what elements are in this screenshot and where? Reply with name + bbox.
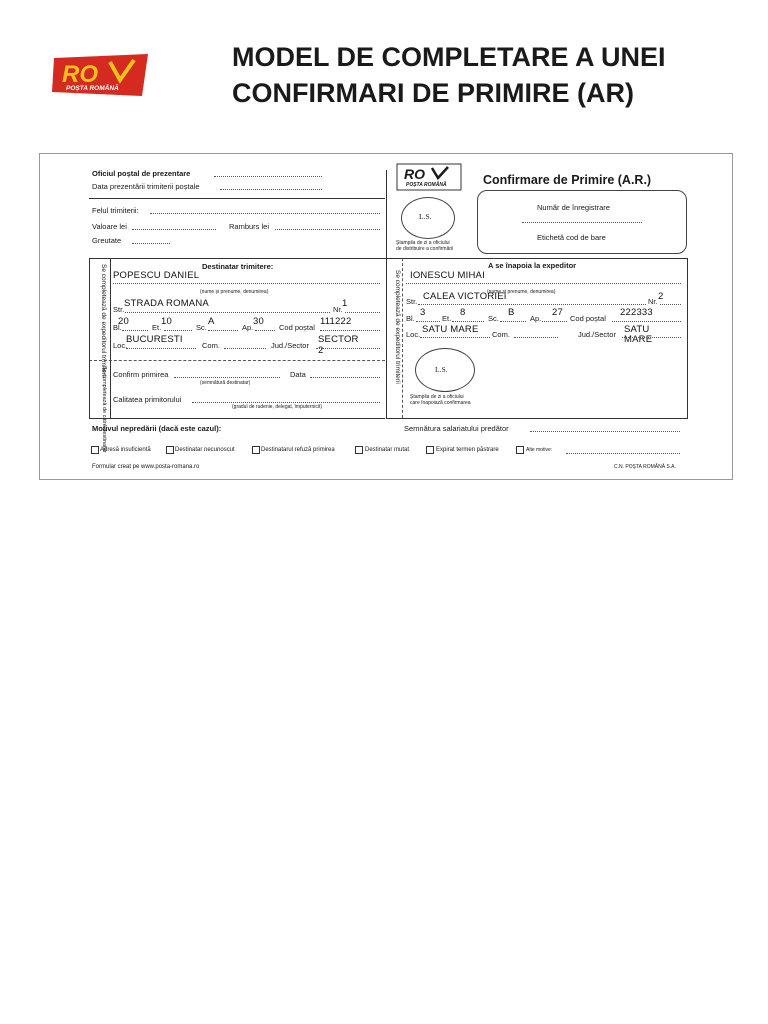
footer-left: Formular creat pe www.posta-romana.ro [92,464,200,470]
dest-nr-label: Nr. [333,305,343,314]
dest-name-line [113,283,380,284]
left-vertical-label: Se completează de expeditorul trimiterii [100,264,107,378]
svg-text:RO: RO [62,61,98,88]
page-title-line1: MODEL DE COMPLETARE A UNEI [232,42,666,72]
right-vertical-label: Se completează de expeditorul trimiterii [394,270,401,384]
exp-jud-value[interactable]: SATU [624,324,650,335]
dest-sc-label: Sc. [196,323,207,332]
exp-bl-label: Bl. [406,314,415,323]
exp-nr-label: Nr. [648,297,658,306]
exp-cod-value[interactable]: 222333 [620,307,653,318]
reason-checkbox-1[interactable] [166,446,174,454]
calitatea-label: Calitatea primitorului [113,395,182,404]
exp-jud-label: Jud./Sector [578,330,616,339]
dest-sc-line [208,330,238,331]
dest-name-value[interactable]: POPESCU DANIEL [113,270,200,281]
dest-cod-label: Cod poștal [279,323,315,332]
inapoi-title: A se înapoia la expeditor [488,261,577,270]
exp-jud-line [622,337,681,338]
exp-bl-line [416,321,440,322]
exp-loc-label: Loc. [406,330,421,339]
exp-sc-value[interactable]: B [508,307,515,318]
exp-sc-label: Sc. [488,314,499,323]
exp-nr-value[interactable]: 2 [658,291,664,302]
motiv-label: Motivul nepredării (dacă este cazul): [92,424,222,433]
exp-sc-line [500,321,526,322]
dest-ap-value[interactable]: 30 [253,316,264,327]
exp-et-line [452,321,484,322]
exp-str-line [418,304,646,305]
dest-ap-label: Ap. [242,323,254,332]
alte-motive-field[interactable] [566,453,680,454]
center-divider [386,170,387,418]
exp-ap-line [542,321,567,322]
dest-jud-value[interactable]: SECTOR [318,334,359,345]
oficiul-field[interactable] [214,176,322,177]
reason-label-4: Expirat termen păstrare [436,447,499,453]
ramburs-label: Ramburs lei [229,222,270,231]
divider-top [89,198,385,199]
exp-et-value[interactable]: 8 [460,307,466,318]
exp-loc-line [420,337,490,338]
stamp-ls-top: L.S. [419,212,432,221]
exp-nr-line [660,304,681,305]
dest-str-label: Str. [113,305,125,314]
confirmare-title: Confirmare de Primire (A.R.) [483,173,652,187]
dest-com-label: Com. [202,341,220,350]
greutate-label: Greutate [92,236,122,245]
dest-sc-value[interactable]: A [208,316,215,327]
reason-label-3: Destinatar mutat [365,447,410,453]
semnatura-dest-hint: (semnătură destinatar) [200,380,251,386]
dest-et-line [164,330,192,331]
right-outer-border [687,258,688,418]
exp-street-value[interactable]: CALEA VICTORIEI [423,291,507,302]
dest-loc-value[interactable]: BUCURESTI [126,334,183,345]
reason-label-2: Destinatarul refuză primirea [261,447,335,453]
reason-label-5: Alte motive: [526,447,553,453]
calitatea-hint: (gradul de rudenie, delegat, împuternicit) [232,404,323,410]
data-label: Data [290,370,306,379]
exp-cod-label: Cod poștal [570,314,606,323]
dest-cod-value[interactable]: 111222 [320,316,352,327]
numar-inregistrare-label: Număr de înregistrare [537,203,610,212]
left-outer-border [89,258,90,418]
dest-et-label: Et. [152,323,162,332]
destinatar-title: Destinatar trimitere: [202,262,274,271]
dest-jud-label: Jud./Sector [271,341,309,350]
felul-label: Felul trimiterii: [92,206,139,215]
eticheta-label: Etichetă cod de bare [537,233,606,242]
stamp-ls-bottom: L.S. [435,365,448,374]
reason-checkbox-0[interactable] [91,446,99,454]
reason-checkbox-5[interactable] [516,446,524,454]
divider-left-bottom [89,418,385,419]
exp-ap-label: Ap. [530,314,542,323]
page-title-line2: CONFIRMARI DE PRIMIRE (AR) [232,78,634,108]
exp-com-label: Com. [492,330,510,339]
exp-com-line [514,337,558,338]
footer-right: C.N. POȘTA ROMÂNĂ S.A. [614,464,676,470]
stamp-caption-top-2: de distribuire a confirmării [396,246,454,252]
reason-checkbox-4[interactable] [426,446,434,454]
dest-jud-value-2[interactable]: 2 [318,345,324,356]
logo-text: POȘTA ROMÂNĂ [66,85,119,92]
exp-ap-value[interactable]: 27 [552,307,563,318]
divider-mid [89,258,687,259]
numar-inregistrare-field[interactable] [522,222,642,223]
exp-loc-value[interactable]: SATU MARE [422,324,479,335]
exp-nume-hint: (nume și prenume, denumirea) [487,289,556,295]
svg-text:RO: RO [404,166,425,182]
dest-jud-line [316,348,380,349]
left-inner-border [110,258,111,418]
calitatea-field[interactable] [192,402,380,403]
exp-name-line [406,283,681,284]
posta-romana-logo [50,52,152,98]
data-prezentarii-label: Data prezentării trimiterii poștale [92,182,200,191]
valoare-field[interactable] [132,229,216,230]
nume-hint: (nume și prenume, denumirea) [200,289,269,295]
reason-checkbox-3[interactable] [355,446,363,454]
left-section-divider [89,360,385,361]
exp-cod-line [612,321,681,322]
left-vertical-label-2: Se completează de către destinatar [101,366,107,453]
small-logo [396,163,462,191]
confirm-field[interactable] [174,377,280,378]
valoare-label: Valoare lei [92,222,127,231]
dest-loc-line [126,348,196,349]
reason-label-0: Adresă insuficientă [100,447,151,453]
stamp-caption-top-1: Ștampila de zi a oficiului [396,240,450,246]
dest-bl-line [122,330,148,331]
data-field[interactable] [310,377,380,378]
reason-label-1: Destinatar necunoscut [175,447,235,453]
semnatura-predator-label: Semnătura salariatului predător [404,424,509,433]
exp-jud-value-2[interactable]: MARE [624,334,653,345]
right-inner-border [402,258,403,418]
oficiul-label: Oficiul poștal de prezentare [92,169,191,178]
dest-loc-label: Loc. [113,341,128,350]
dest-str-line [125,312,330,313]
dest-nr-line [345,312,380,313]
exp-str-label: Str. [406,297,418,306]
exp-et-label: Et. [442,314,452,323]
exp-name-value[interactable]: IONESCU MIHAI [410,270,485,281]
dest-bl-value[interactable]: 20 [118,316,129,327]
exp-bl-value[interactable]: 3 [420,307,426,318]
small-logo-text: POȘTA ROMÂNĂ [406,182,447,188]
felul-field[interactable] [150,213,380,214]
semnatura-predator-field[interactable] [530,431,680,432]
dest-cod-line [320,330,380,331]
stamp-caption-bottom-2: care înapoiază confirmarea [410,400,471,406]
dest-nr-value[interactable]: 1 [342,298,348,309]
data-prezentarii-field[interactable] [220,189,322,190]
dest-com-line [224,348,266,349]
dest-et-value[interactable]: 10 [161,316,172,327]
reason-checkbox-2[interactable] [252,446,260,454]
confirm-label: Confirm primirea [113,370,169,379]
ramburs-field[interactable] [275,229,380,230]
dest-street-value[interactable]: STRADA ROMANA [124,298,209,309]
dest-ap-line [255,330,275,331]
stamp-caption-bottom-1: Ștampila de zi a oficiului [410,394,464,400]
divider-right-bottom [386,418,688,419]
dest-bl-label: Bl. [113,323,122,332]
greutate-field[interactable] [132,243,170,244]
